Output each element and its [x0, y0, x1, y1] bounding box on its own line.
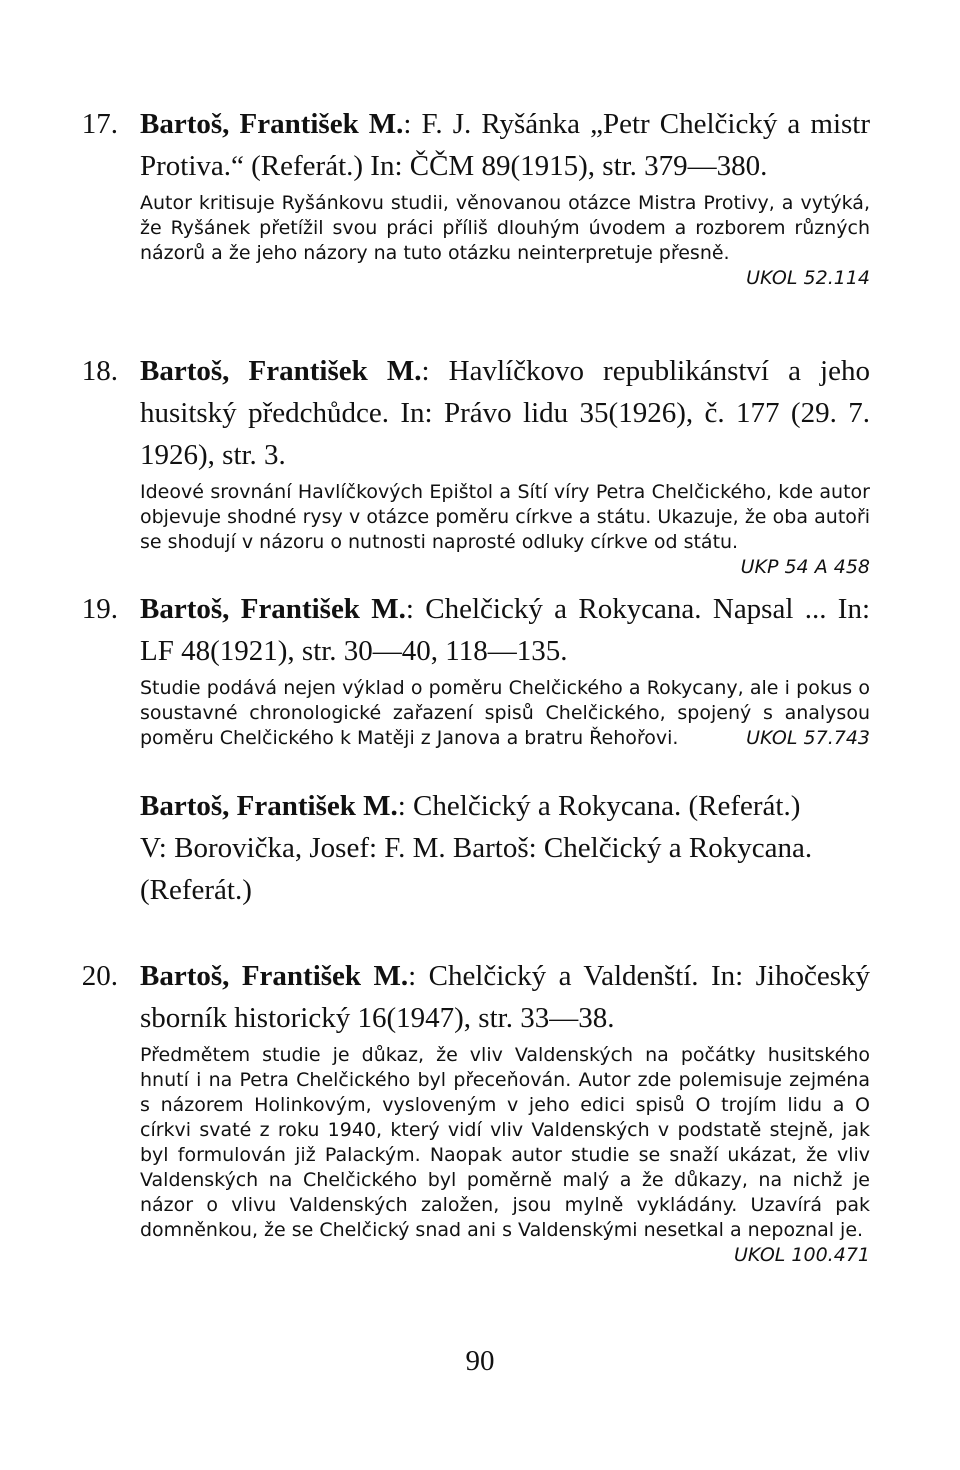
entry-number: 20. — [81, 960, 118, 992]
entry-abstract — [140, 1043, 870, 1266]
entry-title: : Havlíčkovo republikánství a jeho husitský předchůdce. In: Právo lidu 35(1926), č. 177 (29. 7. 1926), str. 3. — [140, 355, 870, 471]
entry-abstract — [140, 480, 870, 578]
entry-heading — [140, 350, 870, 476]
page-number: 90 — [465, 1345, 495, 1377]
entry-reference: UKP 54 A 458 — [740, 556, 870, 578]
subentry-heading — [140, 785, 870, 827]
entry-number: 19. — [81, 593, 118, 625]
entry-reference: UKOL 52.114 — [746, 267, 870, 289]
entry-author: Bartoš, František M. — [140, 960, 409, 992]
entry-title: : Chelčický a Valdenští. In: Jihočeský sborník historický 16(1947), str. 33—38. — [140, 960, 870, 1034]
entry-heading — [140, 588, 870, 672]
entry-reference: UKOL 100.471 — [733, 1244, 870, 1266]
entry-abstract-text: Předmětem studie je důkaz, že vliv Valdenských na počátky husitského hnutí i na Petra Chelčického byl přeceňován. Autor zde polemisuje zejména s názorem Holinkovým, vysloveným v jeho edici spisů O trojím lidu a O církvi svaté z roku 1940, který vidí vliv Valdenských v podstatě stejně, jak byl formulován již Palackým. Naopak autor studie se snaží ukázat, že vliv Valdenských na Chelčického byl poměrně malý a že důkazy, na nichž je názor o vlivu Valdenských založen, jsou mylně vykládány. Uzavírá pak domněnkou, že se Chelčický snad ani s Valdenskými nesetkal a nepoznal je. — [140, 1044, 870, 1241]
entry-18 — [81, 350, 870, 580]
entry-abstract — [140, 676, 870, 751]
entry-abstract — [140, 191, 870, 289]
entry-author: Bartoš, František M. — [140, 108, 404, 140]
subentry-author: Bartoš, František M. — [140, 790, 398, 822]
entry-author: Bartoš, František M. — [140, 593, 406, 625]
entry-heading — [140, 103, 870, 187]
entry-abstract-text: Autor kritisuje Ryšánkovu studii, věnovanou otázce Mistra Protivy, a vytýká, že Ryšánek přetížil svou práci příliš dlouhým úvodem a rozborem různých názorů a že jeho názory na tuto otázku neinterpretuje přesně. — [140, 192, 870, 264]
entry-17 — [81, 103, 870, 291]
entry-19 — [81, 588, 871, 751]
entry-number: 18. — [81, 355, 118, 387]
entry-abstract-text: Ideové srovnání Havlíčkových Epištol a Sítí víry Petra Chelčického, kde autor objevuje shodné rysy v otázce poměru církve a státu. Ukazuje, že oba autoři se shodují v názoru o nutnosti naprosté odluky církve od státu. — [140, 481, 870, 553]
entry-author: Bartoš, František M. — [140, 355, 422, 387]
entry-reference: UKOL 57.743 — [746, 727, 870, 749]
entry-title: : F. J. Ryšánka „Petr Chelčický a mistr Protiva.“ (Referát.) In: ČČM 89(1915), str. 379—380. — [140, 108, 870, 182]
entry-abstract-text: Studie podává nejen výklad o poměru Chelčického a Rokycany, ale i pokus o soustavné chronologické zařazení spisů Chelčického, spojený s analysou poměru Chelčického k Matěji z Janova a bratru Řehořovi. — [140, 677, 870, 749]
entry-number: 17. — [81, 108, 118, 140]
subentry-review — [140, 785, 870, 911]
entry-20 — [81, 955, 870, 1268]
subentry-see: V: Borovička, Josef: F. M. Bartoš: Chelčický a Rokycana. (Referát.) — [140, 832, 813, 906]
entry-title: : Chelčický a Rokycana. Napsal ... In: LF 48(1921), str. 30—40, 118—135. — [140, 593, 871, 667]
entry-heading — [140, 955, 870, 1039]
subentry-title: : Chelčický a Rokycana. (Referát.) — [397, 790, 801, 822]
